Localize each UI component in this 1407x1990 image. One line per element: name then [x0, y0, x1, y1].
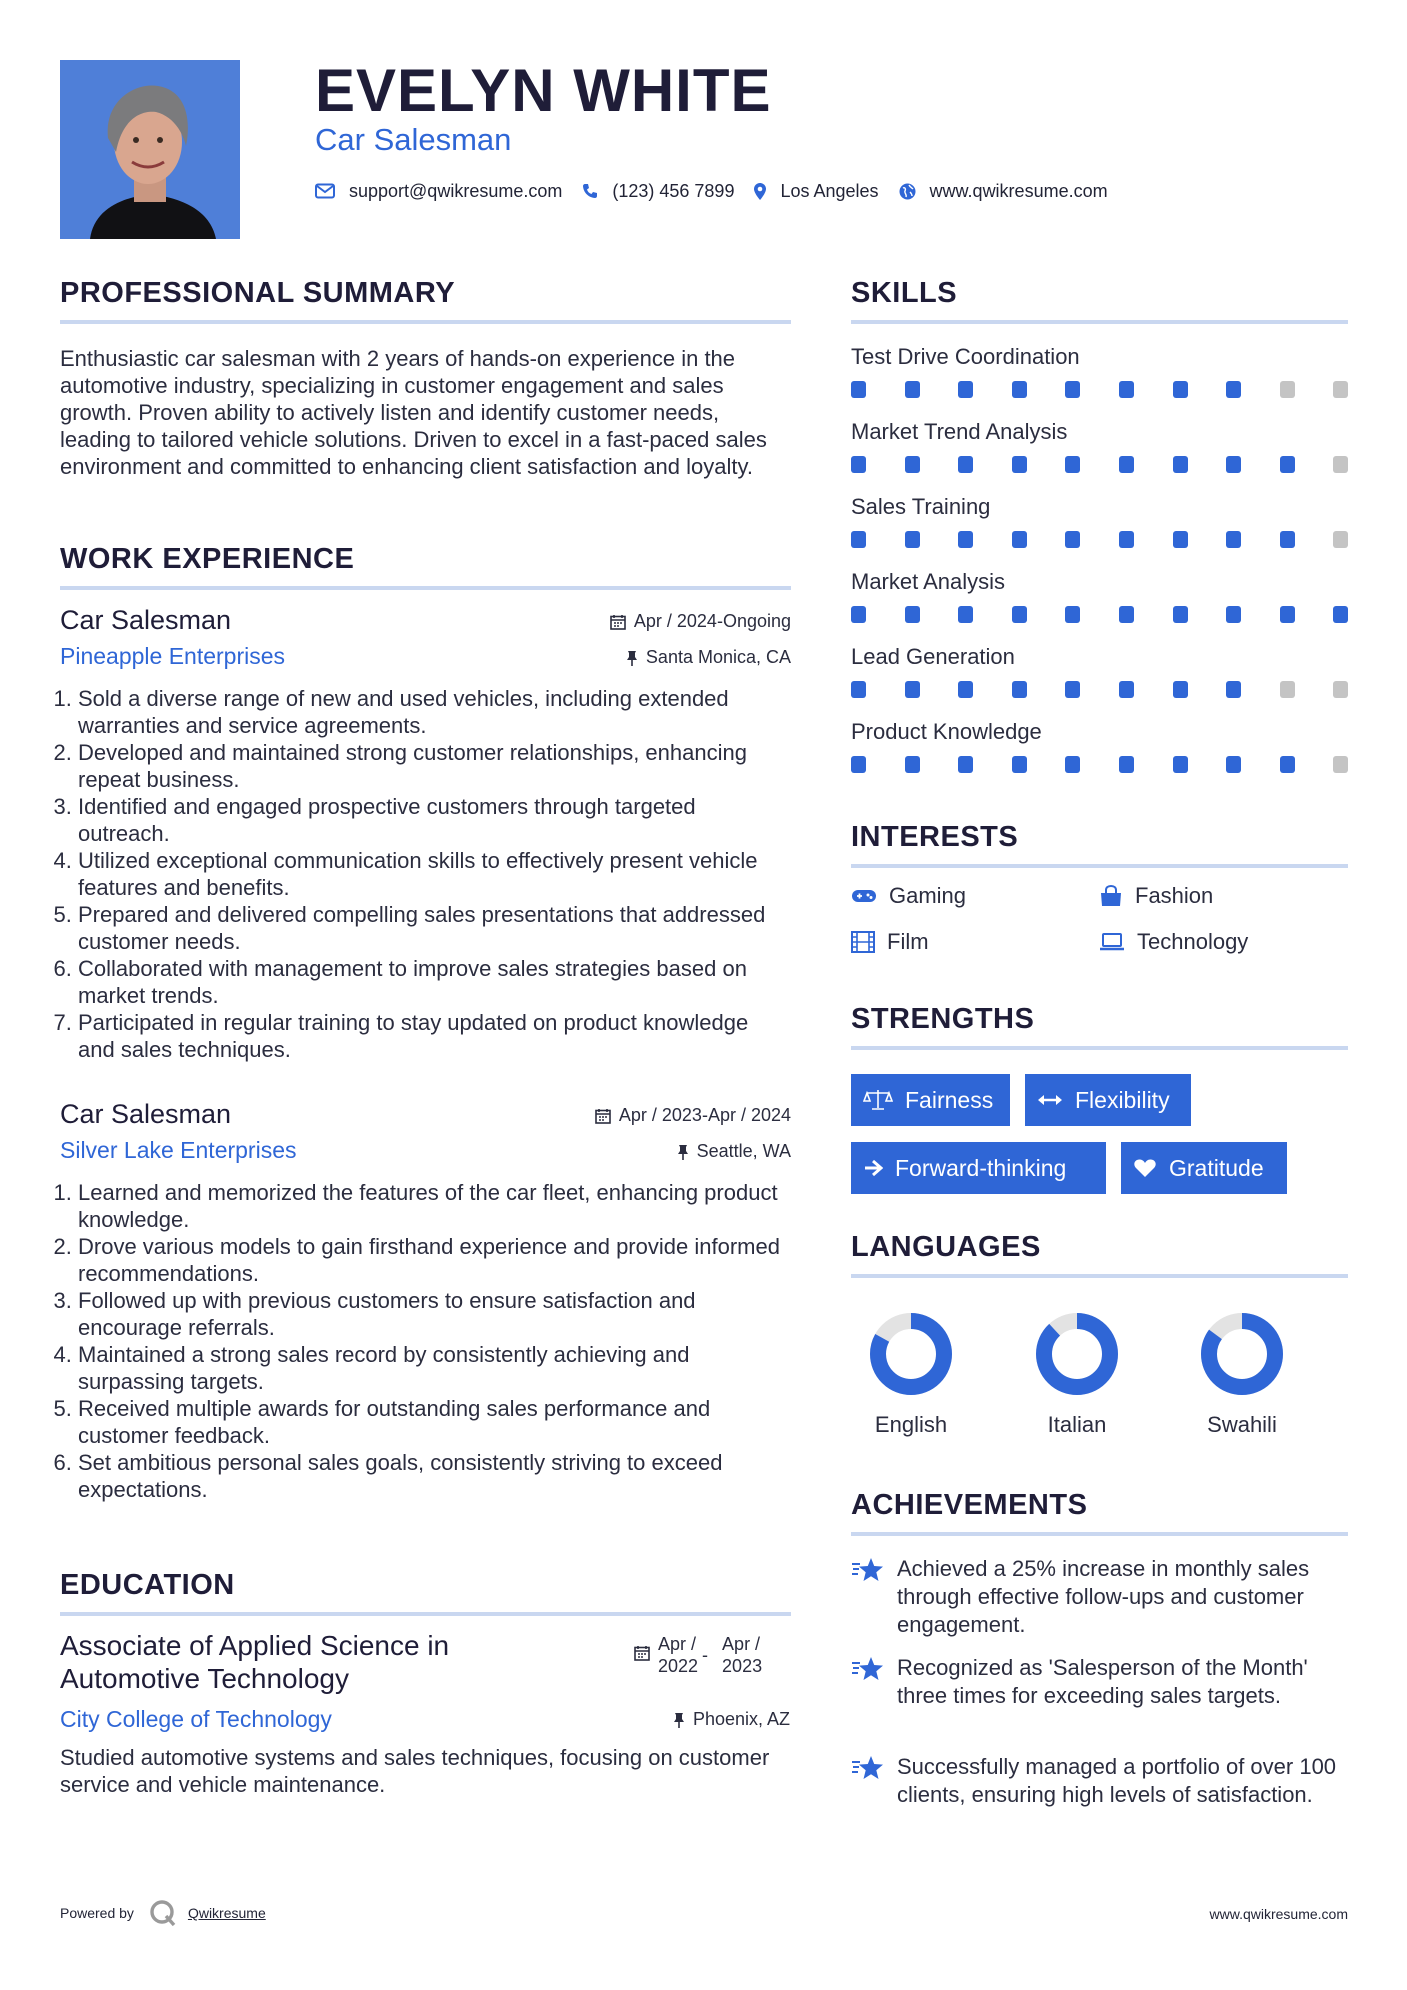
section-heading: STRENGTHS — [851, 1003, 1035, 1035]
list-item: 4. Utilized exceptional communication skills to effectively present vehicle features and benefits. — [78, 847, 791, 901]
globe-icon — [899, 183, 916, 200]
section-heading: ACHIEVEMENTS — [851, 1489, 1088, 1521]
footer-website[interactable]: www.qwikresume.com — [1209, 1906, 1348, 1922]
location-text: Los Angeles — [780, 180, 879, 201]
skill-dot-filled — [905, 381, 920, 398]
list-item: 1. Sold a diverse range of new and used vehicles, including extended warranties and service agreements. — [78, 685, 791, 739]
work-section-header — [60, 542, 791, 590]
achievement-text: Successfully managed a portfolio of over 100 clients, ensuring high levels of satisfaction. — [897, 1754, 1337, 1807]
contact-info — [315, 176, 1128, 206]
skill-dot-filled — [905, 606, 920, 623]
skill-dot-filled — [1119, 756, 1134, 773]
language-item — [846, 1312, 976, 1438]
language-item — [1012, 1312, 1142, 1438]
achievement-text: Achieved a 25% increase in monthly sales through effective follow-ups and customer engagement. — [897, 1556, 1310, 1637]
skill-dot-filled — [1280, 756, 1295, 773]
skill-dot-filled — [1173, 531, 1188, 548]
strength-label: Fairness — [905, 1086, 994, 1113]
language-donut — [1035, 1312, 1119, 1396]
skill-rating — [851, 381, 1348, 399]
powered-by-text: Powered by — [60, 1905, 134, 1921]
skill-dot-filled — [1065, 606, 1080, 623]
skill-dot-filled — [1226, 381, 1241, 398]
education-location-text: Phoenix, AZ — [692, 1709, 790, 1729]
strength-label: Gratitude — [1169, 1154, 1264, 1181]
map-marker-icon — [754, 183, 766, 200]
skill-dot-filled — [851, 531, 866, 548]
skill-dot-filled — [851, 681, 866, 698]
strength-badge — [851, 1142, 1106, 1194]
gamepad-icon — [851, 888, 877, 904]
skill-name: Product Knowledge — [851, 719, 1042, 744]
profile-photo — [60, 60, 240, 239]
skill-dot-filled — [905, 531, 920, 548]
heart-icon — [1133, 1158, 1157, 1178]
contact-website[interactable] — [899, 181, 1108, 202]
calendar-icon — [595, 1108, 611, 1124]
achievement-item — [851, 1555, 1348, 1639]
star-icon — [851, 1656, 885, 1682]
envelope-icon — [315, 183, 335, 199]
end-date — [722, 1633, 762, 1677]
skill-dot-filled — [1012, 681, 1027, 698]
skill-item — [851, 569, 1348, 624]
laptop-icon — [1099, 932, 1125, 952]
section-heading: INTERESTS — [851, 821, 1019, 853]
job-location — [677, 1141, 791, 1162]
skill-dot-filled — [1012, 606, 1027, 623]
education-date — [634, 1633, 762, 1677]
skill-name: Market Trend Analysis — [851, 419, 1068, 444]
list-item: 2. Developed and maintained strong customer relationships, enhancing repeat business. — [78, 739, 791, 793]
qwikresume-logo-icon — [148, 1898, 178, 1928]
skill-dot-filled — [1280, 456, 1295, 473]
skill-dot-filled — [1012, 531, 1027, 548]
section-divider — [60, 320, 791, 324]
skill-dot-filled — [1226, 606, 1241, 623]
interest-item — [851, 883, 966, 909]
skill-item — [851, 644, 1348, 699]
list-item: 5. Received multiple awards for outstanding sales performance and customer feedback. — [78, 1395, 791, 1449]
skill-dot-filled — [1173, 606, 1188, 623]
list-item: 2. Drove various models to gain firsthand experience and provide informed recommendations. — [78, 1233, 791, 1287]
donut-fill — [1044, 1321, 1110, 1387]
start-date-month: Apr / — [658, 1634, 697, 1654]
skill-dot-filled — [1065, 756, 1080, 773]
language-item — [1177, 1312, 1307, 1438]
achievement-item — [851, 1654, 1348, 1710]
skill-rating — [851, 681, 1348, 699]
list-item: 4. Maintained a strong sales record by consistently achieving and surpassing targets. — [78, 1341, 791, 1395]
skill-item — [851, 419, 1348, 474]
skill-dot-filled — [1280, 531, 1295, 548]
strength-badge — [1121, 1142, 1287, 1194]
skill-dot-filled — [1012, 756, 1027, 773]
skill-dot-filled — [1119, 456, 1134, 473]
strength-badge — [1025, 1074, 1191, 1126]
skill-dot-empty — [1333, 381, 1348, 398]
job-date — [595, 1105, 791, 1126]
end-date-year: 2023 — [722, 1656, 763, 1676]
languages-section-header — [851, 1230, 1348, 1278]
pushpin-icon — [626, 650, 638, 666]
list-item: 7. Participated in regular training to stay updated on product knowledge and sales techniques. — [78, 1009, 791, 1063]
skill-dot-filled — [851, 456, 866, 473]
contact-location — [754, 181, 878, 202]
skill-dot-filled — [958, 756, 973, 773]
date-separator: - — [702, 1645, 709, 1665]
skill-dot-empty — [1333, 681, 1348, 698]
interest-label: Technology — [1137, 929, 1249, 954]
phone-icon — [582, 183, 598, 199]
skill-dot-filled — [905, 756, 920, 773]
section-divider — [851, 864, 1348, 868]
job-location-text: Santa Monica, CA — [645, 647, 791, 667]
skill-rating — [851, 456, 1348, 474]
skill-item — [851, 494, 1348, 549]
pushpin-icon — [677, 1144, 689, 1160]
skill-dot-filled — [1173, 381, 1188, 398]
section-divider — [851, 1532, 1348, 1536]
skill-dot-filled — [958, 531, 973, 548]
language-name: Italian — [1047, 1412, 1107, 1437]
skill-dot-empty — [1333, 756, 1348, 773]
achievements-section-header — [851, 1488, 1348, 1536]
skill-rating — [851, 531, 1348, 549]
skill-dot-empty — [1280, 381, 1295, 398]
summary-text: Enthusiastic car salesman with 2 years of hands-on experience in the automotive industry, specializing in customer engagement and sales growth. Proven ability to actively listen and identify customer needs, leading to tailored vehicle solutions. Driven to excel in a fast-paced sales environment and committed to enhancing client satisfaction and loyalty. — [60, 346, 767, 479]
skill-name: Lead Generation — [851, 644, 1015, 669]
section-divider — [851, 320, 1348, 324]
candidate-title: Car Salesman — [315, 122, 512, 157]
skill-item — [851, 719, 1348, 774]
phone-text: (123) 456 7899 — [612, 180, 735, 201]
star-icon — [851, 1557, 885, 1583]
skill-dot-filled — [958, 606, 973, 623]
section-heading: PROFESSIONAL SUMMARY — [60, 277, 456, 309]
skill-name: Sales Training — [851, 494, 991, 519]
film-icon — [851, 931, 875, 953]
education-location — [673, 1709, 790, 1730]
strength-label: Flexibility — [1075, 1086, 1170, 1113]
section-divider — [60, 586, 791, 590]
job-date — [610, 611, 791, 632]
interest-item — [1099, 929, 1248, 955]
start-date-year: 2022 — [658, 1656, 699, 1676]
balance-scale-icon — [863, 1089, 893, 1111]
pushpin-icon — [673, 1712, 685, 1728]
start-date — [658, 1633, 698, 1677]
skill-name: Market Analysis — [851, 569, 1006, 594]
company-name: Pineapple Enterprises — [60, 643, 286, 669]
list-item: 3. Identified and engaged prospective customers through targeted outreach. — [78, 793, 791, 847]
skill-dot-filled — [905, 681, 920, 698]
school-name: City College of Technology — [60, 1706, 332, 1732]
job-date-text: Apr / 2023-Apr / 2024 — [618, 1105, 791, 1125]
skill-dot-filled — [1173, 456, 1188, 473]
interest-item — [1099, 883, 1213, 909]
skill-dot-filled — [958, 456, 973, 473]
skill-dot-empty — [1280, 681, 1295, 698]
star-icon — [851, 1755, 885, 1781]
job-entry — [60, 1099, 791, 1503]
skill-dot-filled — [958, 381, 973, 398]
skill-rating — [851, 756, 1348, 774]
skill-dot-filled — [1119, 606, 1134, 623]
skill-dot-filled — [1012, 381, 1027, 398]
email-text: support@qwikresume.com — [349, 180, 563, 201]
education-description: Studied automotive systems and sales techniques, focusing on customer service and vehicle maintenance. — [60, 1745, 770, 1797]
skill-dot-filled — [1119, 531, 1134, 548]
section-heading: SKILLS — [851, 277, 958, 309]
section-heading: LANGUAGES — [851, 1231, 1041, 1263]
interest-label: Film — [887, 929, 929, 954]
achievement-item — [851, 1753, 1348, 1809]
skills-section-header — [851, 276, 1348, 324]
skill-dot-filled — [1065, 456, 1080, 473]
language-name: English — [874, 1412, 948, 1437]
skill-dot-filled — [1226, 531, 1241, 548]
skill-dot-empty — [1333, 531, 1348, 548]
interests-section-header — [851, 820, 1348, 868]
interest-label: Fashion — [1135, 883, 1214, 908]
calendar-icon — [634, 1645, 650, 1661]
skill-dot-filled — [1119, 681, 1134, 698]
arrows-horizontal-icon — [1037, 1093, 1063, 1107]
strength-badge — [851, 1074, 1010, 1126]
section-heading: EDUCATION — [60, 1569, 235, 1601]
skill-dot-filled — [1119, 381, 1134, 398]
job-duties-list — [60, 685, 791, 1063]
skill-name: Test Drive Coordination — [851, 344, 1080, 369]
section-divider — [851, 1274, 1348, 1278]
skill-dot-filled — [1065, 531, 1080, 548]
skill-dot-filled — [1012, 456, 1027, 473]
website-text: www.qwikresume.com — [929, 180, 1108, 201]
degree-title: Associate of Applied Science in Automotive Technology — [60, 1630, 450, 1694]
skill-rating — [851, 606, 1348, 624]
list-item: 1. Learned and memorized the features of the car fleet, enhancing product knowledge. — [78, 1179, 791, 1233]
job-title: Car Salesman — [60, 605, 232, 635]
section-divider — [60, 1612, 791, 1616]
section-heading: WORK EXPERIENCE — [60, 543, 355, 575]
skill-dot-filled — [851, 381, 866, 398]
skill-dot-filled — [958, 681, 973, 698]
candidate-name: EVELYN WHITE — [315, 57, 772, 124]
education-section-header — [60, 1568, 791, 1616]
language-donut — [1200, 1312, 1284, 1396]
strength-label: Forward-thinking — [895, 1154, 1067, 1181]
skill-dot-empty — [1333, 456, 1348, 473]
skill-dot-filled — [851, 756, 866, 773]
skill-dot-filled — [1280, 606, 1295, 623]
language-donut — [869, 1312, 953, 1396]
brand-link[interactable]: Qwikresume — [187, 1905, 266, 1921]
skill-dot-filled — [851, 606, 866, 623]
achievement-text: Recognized as 'Salesperson of the Month' three times for exceeding sales targets. — [897, 1655, 1308, 1708]
footer-branding — [60, 1898, 266, 1928]
skill-item — [851, 344, 1348, 399]
arrow-right-icon — [863, 1159, 883, 1177]
list-item: 5. Prepared and delivered compelling sales presentations that addressed customer needs. — [78, 901, 791, 955]
section-divider — [851, 1046, 1348, 1050]
job-date-text: Apr / 2024-Ongoing — [633, 611, 791, 631]
skill-dot-filled — [1333, 606, 1348, 623]
skill-dot-filled — [1226, 456, 1241, 473]
language-name: Swahili — [1207, 1412, 1277, 1437]
skill-dot-filled — [1065, 681, 1080, 698]
job-duties-list — [60, 1179, 791, 1503]
list-item: 3. Followed up with previous customers to ensure satisfaction and encourage referrals. — [78, 1287, 791, 1341]
contact-phone[interactable] — [582, 181, 734, 202]
contact-email[interactable] — [315, 181, 562, 202]
job-entry — [60, 605, 791, 1063]
company-name: Silver Lake Enterprises — [60, 1137, 297, 1163]
shopping-bag-icon — [1099, 885, 1123, 907]
list-item: 6. Collaborated with management to improve sales strategies based on market trends. — [78, 955, 791, 1009]
job-title: Car Salesman — [60, 1099, 232, 1129]
job-location — [626, 647, 791, 668]
summary-section — [60, 276, 791, 480]
skill-dot-filled — [905, 456, 920, 473]
skill-dot-filled — [1065, 381, 1080, 398]
skill-dot-filled — [1226, 756, 1241, 773]
calendar-icon — [610, 614, 626, 630]
strengths-section-header — [851, 1002, 1348, 1050]
job-location-text: Seattle, WA — [696, 1141, 791, 1161]
skill-dot-filled — [1173, 681, 1188, 698]
list-item: 6. Set ambitious personal sales goals, consistently striving to exceed expectations. — [78, 1449, 791, 1503]
skill-dot-filled — [1226, 681, 1241, 698]
skill-dot-filled — [1173, 756, 1188, 773]
interest-item — [851, 929, 929, 955]
end-date-month: Apr / — [722, 1634, 761, 1654]
interest-label: Gaming — [889, 883, 967, 908]
